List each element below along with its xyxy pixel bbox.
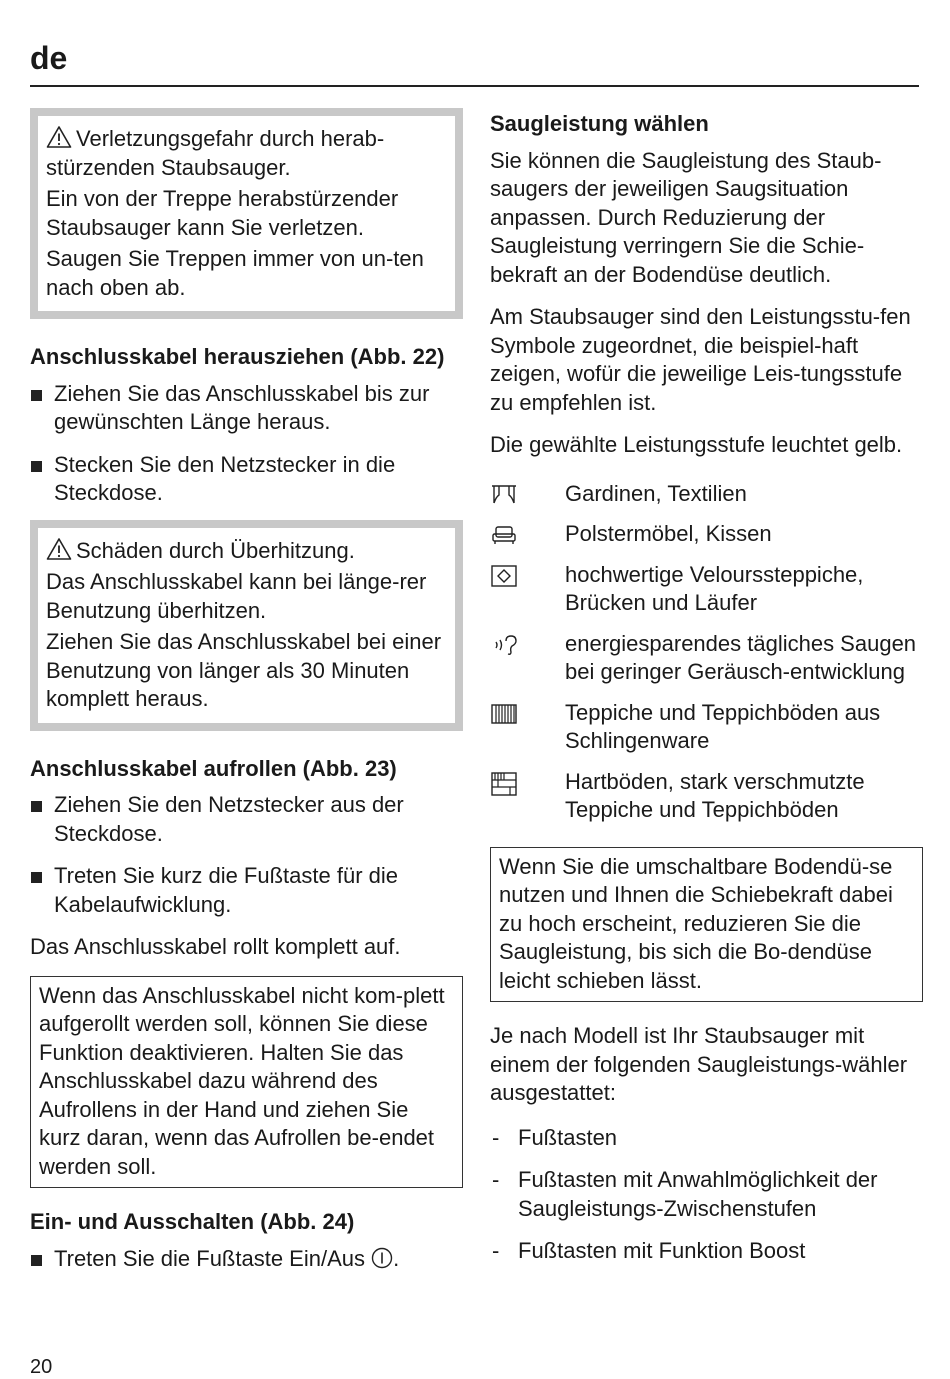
quiet-mode-icon xyxy=(490,633,520,657)
header-rule xyxy=(30,85,919,87)
upholstery-icon xyxy=(490,523,518,547)
body-text: Am Staubsauger sind den Leistungsstu-fen Symbole zugeordnet, die beispiel-haft zeigen, wofür die jeweilige Leis-tungsstufe zu empfehlen ist. xyxy=(490,304,911,415)
list-item: Treten Sie die Fußtaste Ein/Aus . xyxy=(30,1245,463,1274)
warning-title: Schäden durch Überhitzung. xyxy=(46,537,445,566)
language-label: de xyxy=(30,40,68,76)
section-heading-on-off: Ein- und Ausschalten (Abb. 24) xyxy=(30,1209,355,1234)
list-item: Treten Sie kurz die Fußtaste für die Kabelaufwicklung. xyxy=(30,862,463,919)
dash-bullet: - xyxy=(492,1124,500,1150)
bullet-square-icon xyxy=(30,380,54,437)
curtain-icon xyxy=(490,483,518,507)
bullet-square-icon xyxy=(30,862,54,919)
bullet-square-icon xyxy=(30,1245,54,1274)
symbol-row: Gardinen, Textilien xyxy=(490,480,923,509)
bullet-square-icon xyxy=(30,791,54,848)
warning-line: Saugen Sie Treppen immer von un-ten nach oben ab. xyxy=(46,246,424,300)
warning-line: Ein von der Treppe herabstürzender Staubsauger kann Sie verletzen. xyxy=(46,186,399,240)
warning-triangle-icon xyxy=(46,537,72,561)
bullet-square-icon xyxy=(30,451,54,508)
section-heading-pull-cable: Anschlusskabel herausziehen (Abb. 22) xyxy=(30,344,445,369)
hard-floor-icon xyxy=(490,771,518,797)
dash-bullet: - xyxy=(492,1238,500,1263)
symbol-row: Teppiche und Teppichböden aus Schlingenware xyxy=(490,699,923,756)
list-item: Ziehen Sie das Anschlusskabel bis zur gewünschten Länge heraus. xyxy=(30,380,463,437)
list-item: - Fußtasten mit Anwahlmöglichkeit der Saugleistungs-Zwischenstufen xyxy=(490,1166,923,1223)
body-text: Die gewählte Leistungsstufe leuchtet gelb. xyxy=(490,432,903,457)
list-item: - Fußtasten mit Funktion Boost xyxy=(490,1237,923,1266)
warning-line: Ziehen Sie das Anschlusskabel bei einer Benutzung von länger als 30 Minuten komplett heraus. xyxy=(46,629,442,711)
list-item: Stecken Sie den Netzstecker in die Steckdose. xyxy=(30,451,463,508)
section-heading-rewind-cable: Anschlusskabel aufrollen (Abb. 23) xyxy=(30,755,397,781)
body-text: Das Anschlusskabel rollt komplett auf. xyxy=(30,934,401,959)
symbol-row: Hartböden, stark verschmutzte Teppiche und Teppichböden xyxy=(490,768,923,825)
warning-line: Das Anschlusskabel kann bei länge-rer Benutzung überhitzen. xyxy=(46,569,427,623)
list-item: - Fußtasten xyxy=(490,1124,923,1153)
section-heading-suction-power: Saugleistung wählen xyxy=(490,111,709,136)
power-button-icon xyxy=(371,1247,393,1269)
body-text: Sie können die Saugleistung des Staub-saugers der jeweiligen Saugsituation anpassen. Durch Reduzierung der Saugleistung verringern Sie die Schie-bekraft an der Bodendüse deutlich. xyxy=(490,147,882,287)
page-number: 20 xyxy=(30,1356,53,1378)
note-box-suction: Wenn Sie die umschaltbare Bodendü-se nutzen und Ihnen die Schiebekraft dabei zu hoch erscheint, reduzieren Sie die Saugleistung, bis sich die Bo-dendüse leicht schieben lässt. xyxy=(490,847,923,1003)
warning-box-overheat xyxy=(30,520,463,731)
note-box-rewind: Wenn das Anschlusskabel nicht kom-plett aufgerollt werden soll, können Sie diese Funktion deaktivieren. Halten Sie das Anschlusskabel dazu während des Aufrollens in der Hand und ziehen Sie kurz daran, wenn das Aufrollen be-endet werden soll. xyxy=(30,976,463,1189)
loop-carpet-icon xyxy=(490,702,518,726)
symbol-row: energiesparendes tägliches Saugen bei geringer Geräusch-entwicklung xyxy=(490,630,923,687)
left-column xyxy=(30,108,463,1287)
right-column xyxy=(490,110,923,1280)
dash-bullet: - xyxy=(492,1167,500,1192)
symbol-row: Polstermöbel, Kissen xyxy=(490,520,923,549)
list-item: Ziehen Sie den Netzstecker aus der Steckdose. xyxy=(30,791,463,848)
warning-box-falling xyxy=(30,108,463,319)
warning-title: Verletzungsgefahr durch herab-stürzenden Staubsauger. xyxy=(46,126,385,180)
body-text: Je nach Modell ist Ihr Staubsauger mit einem der folgenden Saugleistungs-wähler ausgestattet: xyxy=(490,1023,908,1105)
warning-triangle-icon xyxy=(46,125,72,149)
symbol-row: hochwertige Velourssteppiche, Brücken und Läufer xyxy=(490,561,923,618)
velour-carpet-icon xyxy=(490,564,518,588)
